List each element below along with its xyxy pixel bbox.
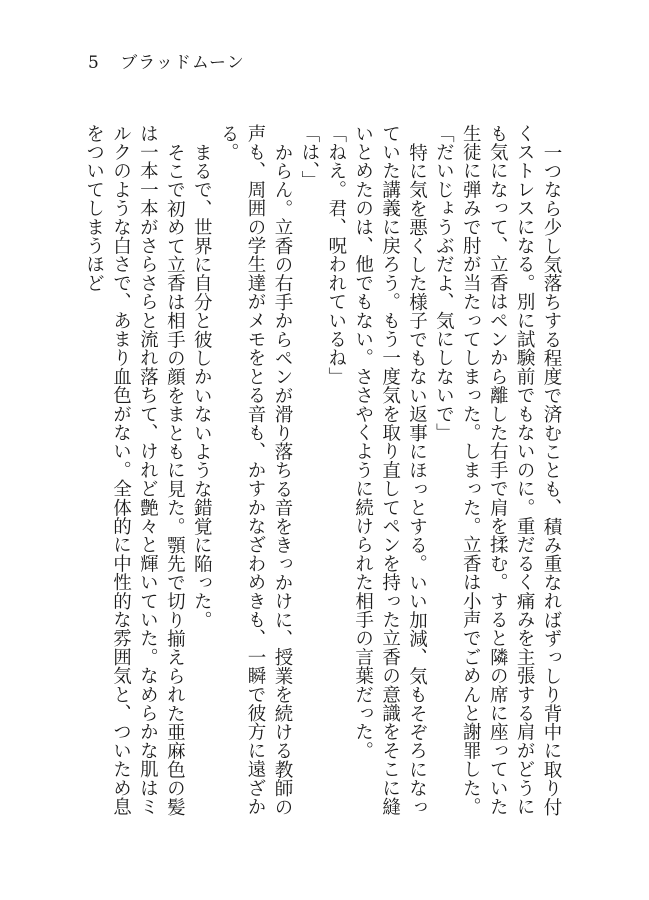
chapter-title: ブラッドムーン: [120, 53, 245, 73]
dialogue-line-3: 「は、」: [298, 124, 320, 190]
dialogue-line-2: 「ねえ。君、呪われているね」: [325, 124, 347, 386]
dialogue-line-1: 「だいじょうぶだよ、気にしないで」: [433, 124, 455, 442]
novel-body-text: [80, 124, 564, 824]
page-number: 5: [88, 53, 100, 73]
running-header: [88, 48, 245, 73]
paragraph-2: 特に気を悪くした様子でもない返事にほっとする。いい加減、気もそぞろになっていた講義に戻ろう。もう一度気を取り直してペンを持った立香の意識をそこに縫いとめたのは、他でもない。ささやくように続けられた相手の言葉だった。: [352, 124, 428, 816]
paragraph-5: そこで初めて立香は相手の顔をまともに見た。顎先で切り揃えられた亜麻色の髪は一本一本がさらさらと流れ落ちて、けれど艶々と輝いていた。なめらかな肌はミルクのような白さで、あまり血色がない。全体的に中性的な雰囲気と、ついため息をついてしまうほど: [83, 124, 186, 816]
paragraph-4: まるで、世界に自分と彼しかいないような錯覚に陥った。: [191, 142, 213, 629]
paragraph-1: 一つなら少し気落ちする程度で済むことも、積み重なればずっしり背中に取り付くストレスになる。別に試験前でもないのに。重だるく痛みを主張する肩がどうにも気になって、立香はペンから離した右手で肩を揉む。すると隣の席に座っていた生徒に弾みで肘が当たってしまった。しまった。立香は小声でごめんと謝罪した。: [460, 124, 562, 816]
paragraph-3: からん。立香の右手からペンが滑り落ちる音をきっかけに、授業を続ける教師の声も、周囲の学生達がメモをとる音も、かすかなざわめきも、一瞬で彼方に遠ざかる。: [218, 124, 293, 816]
